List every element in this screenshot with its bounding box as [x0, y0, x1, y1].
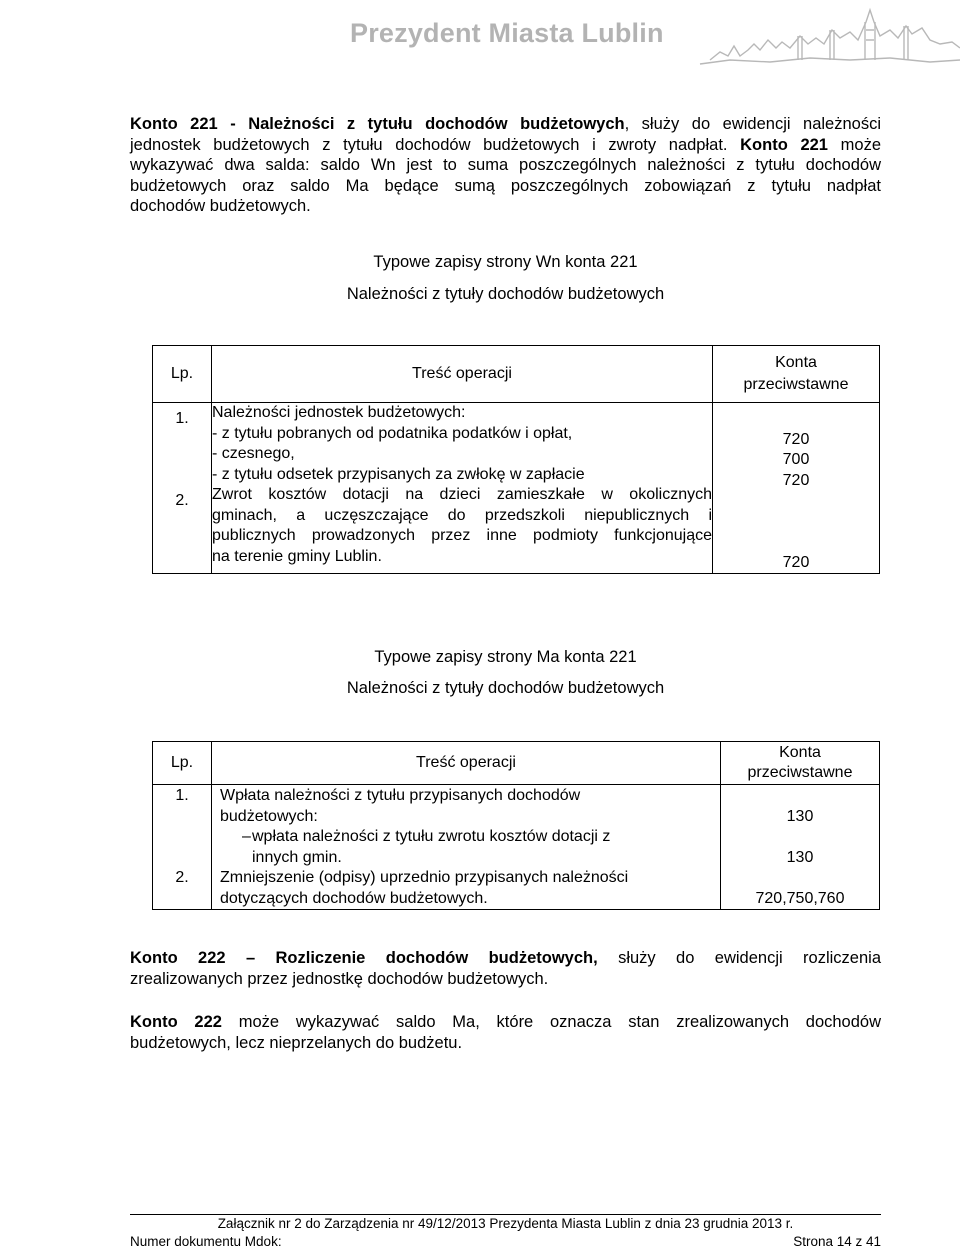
account-value: 720	[782, 430, 810, 448]
table-line: Wpłata należności z tytułu przypisanych dochodów	[220, 787, 581, 804]
account-value: 720	[782, 553, 810, 571]
account-value: 700	[782, 451, 810, 468]
header-content: Treść operacji	[412, 365, 512, 382]
account-value: 720,750,760	[755, 889, 845, 907]
table-wn-entries	[152, 345, 880, 574]
footer-attachment-note: Załącznik nr 2 do Zarządzenia nr 49/12/2013 Prezydenta Miasta Lublin z dnia 23 grudnia 2013 r.	[217, 1216, 794, 1231]
table-line: budżetowych:	[220, 807, 318, 825]
paragraph-konto-222-saldo	[130, 1012, 881, 1053]
account-value: 720	[782, 471, 810, 489]
intro-line-5: dochodów budżetowych.	[130, 197, 311, 215]
city-skyline-logo	[690, 0, 960, 85]
header-accounts: Konta przeciwstawne	[747, 744, 853, 781]
intro-line-2: jednostek budżetowych z tytułu dochodów budżetowych i zwroty nadpłat. Konto 221 może	[130, 135, 881, 154]
table-line: Zmniejszenie (odpisy) uprzednio przypisanych należności	[220, 869, 629, 886]
header-lp: Lp.	[170, 365, 194, 382]
table-row	[153, 785, 880, 910]
table-line: – wpłata należności z tytułu zwrotu kosztów dotacji z	[220, 827, 720, 848]
intro-line-3: wykazywać dwa salda: saldo Wn jest to suma poszczególnych należności z tytułu dochodów	[130, 156, 881, 174]
dash-bullet: –	[242, 828, 251, 845]
row-number-2: 2.	[175, 492, 189, 509]
intro-line-1: Konto 221 - Należności z tytułu dochodów budżetowych, służy do ewidencji należności	[130, 115, 881, 133]
header-content: Treść operacji	[416, 754, 516, 771]
footer-page-number: Strona 14 z 41	[793, 1234, 881, 1249]
table-ma-entries	[152, 741, 880, 910]
page-header-title: Prezydent Miasta Lublin	[350, 18, 664, 48]
footer-divider	[130, 1214, 881, 1215]
paragraph-konto-222	[130, 948, 881, 989]
para3-line-1: Konto 222 może wykazywać saldo Ma, które oznacza stan zrealizowanych dochodów	[130, 1013, 881, 1031]
table-line: - z tytułu odsetek przypisanych za zwłokę w zapłacie	[212, 465, 585, 483]
table2-subtitle: Należności z tytuły dochodów budżetowych	[346, 679, 665, 697]
table-line: - czesnego,	[212, 445, 295, 462]
row-number-2: 2.	[175, 869, 189, 886]
intro-paragraph	[130, 114, 881, 217]
table2-title: Typowe zapisy strony Ma konta 221	[374, 648, 637, 666]
table1-subtitle: Należności z tytuły dochodów budżetowych	[346, 285, 665, 303]
table-line: innych gmin.	[252, 848, 342, 866]
table-row	[153, 403, 880, 574]
para2-line-1: Konto 222 – Rozliczenie dochodów budżetowych, służy do ewidencji rozliczenia	[130, 949, 881, 967]
header-accounts: Konta przeciwstawne	[743, 354, 849, 393]
table-line: publicznych prowadzonych przez inne podmioty funkcjonujące	[212, 527, 712, 544]
account-value: 130	[786, 807, 814, 825]
intro-line-4: budżetowych oraz saldo Ma będące sumą poszczególnych zobowiązań z tytułu nadpłat	[130, 176, 881, 195]
para2-line-2: zrealizowanych przez jednostkę dochodów budżetowych.	[130, 969, 549, 988]
header-lp: Lp.	[170, 754, 194, 771]
para3-line-2: budżetowych, lecz nieprzelanych do budżetu.	[130, 1033, 463, 1052]
table-header-row	[153, 346, 880, 403]
table1-title: Typowe zapisy strony Wn konta 221	[373, 253, 638, 271]
table-line: Zwrot kosztów dotacji na dzieci zamieszkałe w okolicznych	[212, 486, 712, 503]
row-number-1: 1.	[175, 787, 189, 804]
table-line: gminach, a uczęszczające do przedszkoli niepublicznych i	[212, 506, 712, 524]
table-line: - z tytułu pobranych od podatnika podatków i opłat,	[212, 424, 573, 442]
row-number-1: 1.	[175, 410, 189, 427]
table-header-row	[153, 742, 880, 785]
table-line: na terenie gminy Lublin.	[212, 547, 382, 565]
table-line: Należności jednostek budżetowych:	[212, 404, 466, 421]
account-value: 130	[786, 848, 814, 866]
table-line: dotyczących dochodów budżetowych.	[220, 889, 488, 907]
footer-document-number: Numer dokumentu Mdok:	[130, 1234, 282, 1249]
